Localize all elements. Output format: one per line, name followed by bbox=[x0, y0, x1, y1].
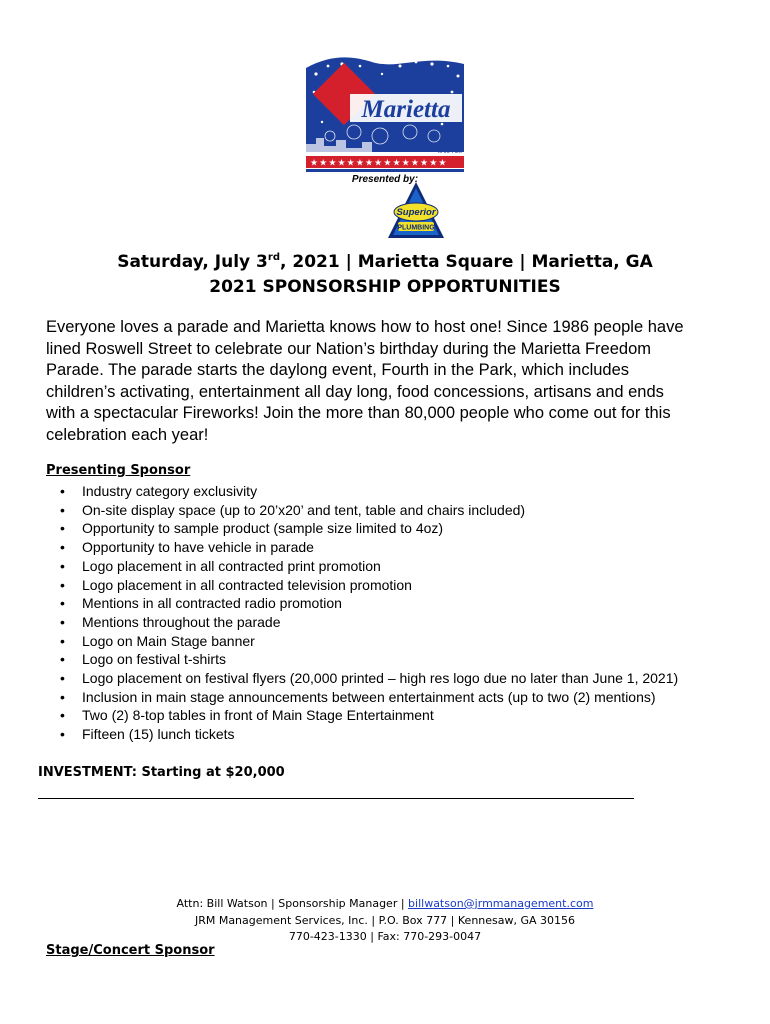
headline-title-line: 2021 SPONSORSHIP OPPORTUNITIES bbox=[209, 277, 561, 297]
address-line: JRM Management Services, Inc. | P.O. Box 777 | Kennesaw, GA 30156 bbox=[194, 913, 576, 927]
list-item: • Two (2) 8-top tables in front of Main Stage Entertainment bbox=[82, 706, 742, 725]
list-item: • Opportunity to have vehicle in parade bbox=[82, 538, 742, 557]
svg-text:Superior: Superior bbox=[396, 207, 436, 218]
stage-concert-sponsor-heading: Stage/Concert Sponsor bbox=[46, 943, 215, 958]
intro-paragraph bbox=[46, 317, 736, 446]
list-item: • Opportunity to sample product (sample size limited to 4oz) bbox=[82, 519, 742, 538]
contact-footer bbox=[0, 896, 770, 946]
headline-event-line: Saturday, July 3rd, 2021 | Marietta Square | Marietta, GA bbox=[117, 252, 653, 272]
list-item: • Logo on festival t-shirts bbox=[82, 650, 742, 669]
list-item: • Industry category exclusivity bbox=[82, 482, 742, 501]
intro-line: children’s activating, entertainment all day long, food concessions, artisans and ends bbox=[46, 382, 664, 401]
list-item: • Inclusion in main stage announcements between entertainment acts (up to two (2) mentions) bbox=[82, 688, 742, 707]
list-item: • Logo on Main Stage banner bbox=[82, 632, 742, 651]
svg-text:Marietta: Marietta bbox=[361, 96, 451, 123]
list-item: • Logo placement in all contracted print promotion bbox=[82, 557, 742, 576]
list-item: • On-site display space (up to 20’x20’ and tent, table and chairs included) bbox=[82, 501, 742, 520]
presenting-sponsor-heading: Presenting Sponsor bbox=[46, 463, 191, 478]
list-item: • Mentions in all contracted radio promotion bbox=[82, 594, 742, 613]
list-item: • Mentions throughout the parade bbox=[82, 613, 742, 632]
marietta-logo-graphic bbox=[302, 52, 468, 180]
intro-line: Everyone loves a parade and Marietta knows how to host one! Since 1986 people have bbox=[46, 318, 684, 336]
presented-by-label: Presented by: bbox=[351, 174, 419, 185]
intro-line: celebration each year! bbox=[46, 425, 209, 444]
list-item: • Logo placement on festival flyers (20,000 printed – high res logo due no later than June 1, 2021) bbox=[82, 669, 742, 688]
svg-text:4th: 4th bbox=[422, 141, 438, 153]
list-item: • Fifteen (15) lunch tickets bbox=[82, 725, 742, 744]
investment-label: INVESTMENT: Starting at $20,000 bbox=[38, 765, 285, 780]
contact-line: Attn: Bill Watson | Sponsorship Manager | billwatson@jrmmanagement.com bbox=[176, 897, 594, 910]
intro-line: Parade. The parade starts the daylong event, Fourth in the Park, which includes bbox=[46, 361, 630, 379]
superior-plumbing-logo bbox=[386, 180, 446, 242]
section-divider bbox=[38, 798, 634, 799]
presenting-benefits-list bbox=[82, 482, 742, 744]
intro-line: with a spectacular Fireworks! Join the more than 80,000 people who come out for this bbox=[46, 404, 671, 422]
svg-text:★★★★★★★★★★★★★★★: ★★★★★★★★★★★★★★★ bbox=[310, 158, 448, 169]
headline bbox=[0, 250, 770, 300]
list-item: • Logo placement in all contracted television promotion bbox=[82, 576, 742, 595]
email-link[interactable]: billwatson@jrmmanagement.com bbox=[408, 897, 594, 910]
svg-text:PLUMBING: PLUMBING bbox=[397, 224, 435, 232]
svg-text:in the Park: in the Park bbox=[438, 149, 462, 155]
intro-line: lined Roswell Street to celebrate our Nation’s birthday during the Marietta Freedom bbox=[46, 339, 652, 358]
phone-line: 770-423-1330 | Fax: 770-293-0047 bbox=[288, 930, 482, 943]
marietta-logo bbox=[302, 52, 468, 180]
